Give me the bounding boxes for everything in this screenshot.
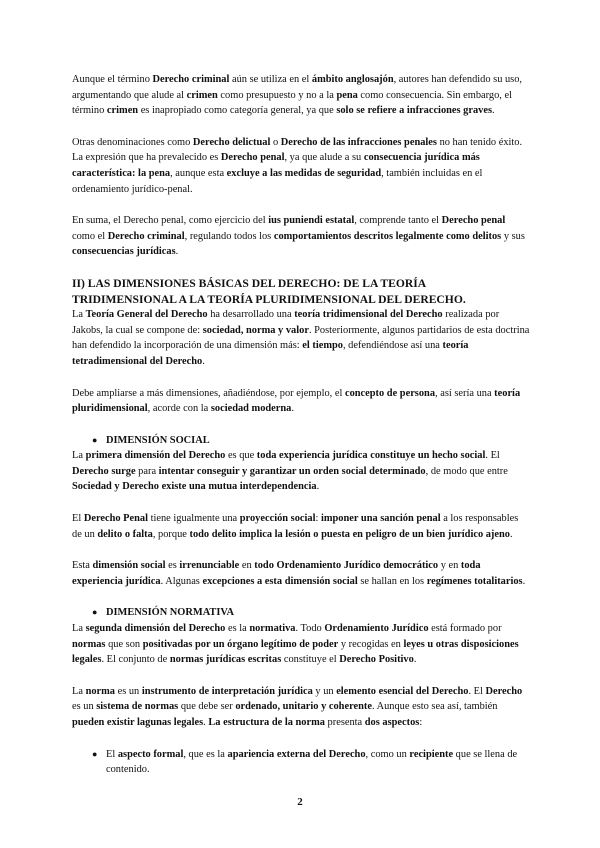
bullet-heading: ● DIMENSIÓN NORMATIVA [72, 605, 530, 621]
paragraph: La norma es un instrumento de interpretación jurídica y un elemento esencial del Derecho. El Derecho es un sistema de normas que debe ser ordenado, unitario y coherente. Aunque esto sea así, también pueden existir lagunas legales. La estructura de la norma presenta dos aspectos: [72, 685, 523, 728]
paragraph: El Derecho Penal tiene igualmente una proyección social: imponer una sanción penal a los responsables de un delito o falta, porque todo delito implica la lesión o puesta en peligro de un bien jurídico ajeno. [72, 513, 519, 540]
paragraph: En suma, el Derecho penal, como ejercicio del ius puniendi estatal, comprende tanto el Derecho penal como el Derecho criminal, regulando todos los comportamientos descritos legalmente como delitos y sus consecuencias jurídicas. [72, 215, 525, 258]
paragraph: Otras denominaciones como Derecho delictual o Derecho de las infracciones penales no han tenido éxito. La expresión que ha prevalecido es Derecho penal, ya que alude a su consecuencia jurídica más característica: la pena, aunque esta excluye a las medidas de seguridad, también incluidas en el ordenamiento jurídico-penal. [72, 136, 523, 195]
paragraph: Debe ampliarse a más dimensiones, añadiéndose, por ejemplo, el concepto de persona, así sería una teoría pluridimensional, acorde con la sociedad moderna. [72, 387, 521, 415]
paragraph: Aunque el término Derecho criminal aún se utiliza en el ámbito anglosajón, autores han defendido su uso, argumentando que alude al crimen como presupuesto y no a la pena como consecuencia. Sin embargo, el término crimen es inapropiado como categoría general, ya que solo se refiere a infracciones graves. [72, 74, 523, 117]
bullet-icon: ● [92, 434, 98, 445]
bullet-icon: ● [92, 748, 98, 759]
paragraph: La primera dimensión del Derecho es que toda experiencia jurídica constituye un hecho social. El Derecho surge para intentar conseguir y garantizar un orden social determinado, de modo que entre Sociedad y Derecho existe una mutua interdependencia. [72, 450, 508, 493]
paragraph: Esta dimensión social es irrenunciable en todo Ordenamiento Jurídico democrático y en toda experiencia jurídica. Algunas excepciones a esta dimensión social se hallan en los regímenes totalitarios. [72, 560, 526, 587]
bullet-icon: ● [92, 607, 98, 618]
document-page [72, 72, 530, 778]
paragraph: La segunda dimensión del Derecho es la normativa. Todo Ordenamiento Jurídico está formado por normas que son positivadas por un órgano legítimo de poder y recogidas en leyes u otras disposiciones legales. El conjunto de normas jurídicas escritas constituye el Derecho Positivo. [72, 623, 519, 666]
list-item [92, 747, 530, 778]
page-number: 2 [297, 796, 303, 808]
paragraph: La Teoría General del Derecho ha desarrollado una teoría tridimensional del Derecho realizada por Jakobs, la cual se compone de: sociedad, norma y valor. Posteriormente, algunos partidarios de esta doctrina han defendido la incorporación de una dimensión más: el tiempo, defendiéndose así una teoría tetradimensional del Derecho. [72, 309, 530, 367]
section-heading: II) LAS DIMENSIONES BÁSICAS DEL DERECHO: DE LA TEORÍA TRIDIMENSIONAL A LA TEORÍA PLURIDIMENSIONAL DEL DERECHO. [72, 276, 466, 306]
list-item-text: El aspecto formal, que es la apariencia externa del Derecho, como un recipiente que se llena de contenido. [106, 748, 518, 776]
bullet-heading: ● DIMENSIÓN SOCIAL [72, 433, 530, 449]
